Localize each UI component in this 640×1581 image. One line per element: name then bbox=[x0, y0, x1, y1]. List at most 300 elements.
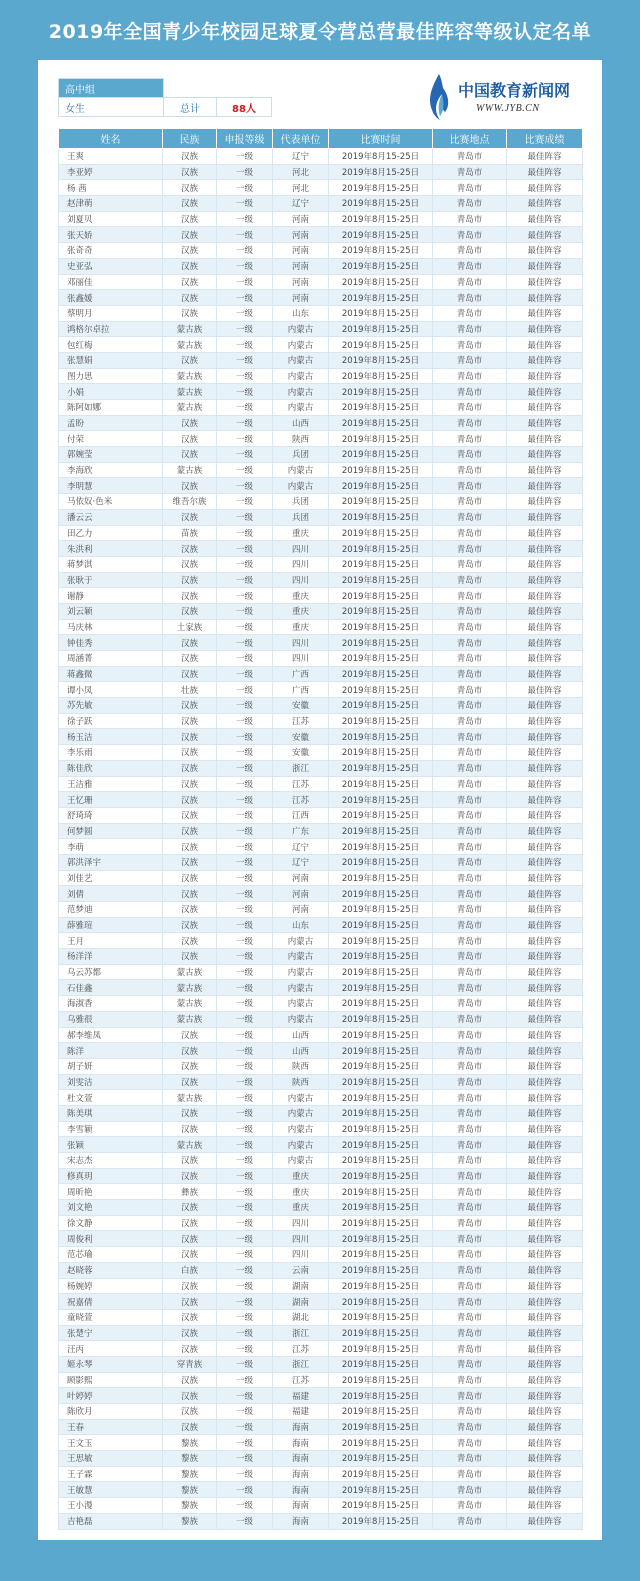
table-row bbox=[59, 164, 583, 180]
cell-name: 李亚婷 bbox=[59, 164, 163, 180]
cell-ethnicity: 蒙古族 bbox=[163, 384, 217, 400]
table-row bbox=[59, 776, 583, 792]
table-row bbox=[59, 525, 583, 541]
cell-level: 一级 bbox=[217, 839, 273, 855]
cell-place: 青岛市 bbox=[433, 1466, 507, 1482]
cell-date: 2019年8月15-25日 bbox=[329, 1184, 433, 1200]
cell-name: 付荣 bbox=[59, 431, 163, 447]
cell-ethnicity: 汉族 bbox=[163, 745, 217, 761]
cell-result: 最佳阵容 bbox=[507, 1278, 583, 1294]
cell-result: 最佳阵容 bbox=[507, 729, 583, 745]
cell-date: 2019年8月15-25日 bbox=[329, 1105, 433, 1121]
cell-ethnicity: 汉族 bbox=[163, 651, 217, 667]
cell-unit: 山东 bbox=[273, 917, 329, 933]
total-label: 总计 bbox=[164, 98, 217, 117]
cell-place: 青岛市 bbox=[433, 1121, 507, 1137]
cell-date: 2019年8月15-25日 bbox=[329, 792, 433, 808]
cell-name: 李萌 bbox=[59, 839, 163, 855]
table-row bbox=[59, 1043, 583, 1059]
table-row bbox=[59, 1513, 583, 1529]
cell-ethnicity: 彝族 bbox=[163, 1184, 217, 1200]
cell-ethnicity: 汉族 bbox=[163, 1153, 217, 1169]
cell-ethnicity: 汉族 bbox=[163, 698, 217, 714]
cell-unit: 重庆 bbox=[273, 588, 329, 604]
cell-result: 最佳阵容 bbox=[507, 243, 583, 259]
cell-unit: 重庆 bbox=[273, 1168, 329, 1184]
cell-name: 杜文萱 bbox=[59, 1090, 163, 1106]
cell-level: 一级 bbox=[217, 462, 273, 478]
cell-level: 一级 bbox=[217, 1294, 273, 1310]
cell-name: 谭小凤 bbox=[59, 682, 163, 698]
table-row bbox=[59, 1184, 583, 1200]
cell-ethnicity: 汉族 bbox=[163, 1388, 217, 1404]
cell-unit: 江西 bbox=[273, 807, 329, 823]
cell-name: 张耿于 bbox=[59, 572, 163, 588]
cell-unit: 海南 bbox=[273, 1451, 329, 1467]
table-row bbox=[59, 368, 583, 384]
cell-ethnicity: 蒙古族 bbox=[163, 964, 217, 980]
cell-date: 2019年8月15-25日 bbox=[329, 713, 433, 729]
cell-level: 一级 bbox=[217, 1011, 273, 1027]
cell-level: 一级 bbox=[217, 651, 273, 667]
cell-level: 一级 bbox=[217, 1153, 273, 1169]
cell-place: 青岛市 bbox=[433, 1435, 507, 1451]
cell-result: 最佳阵容 bbox=[507, 462, 583, 478]
table-row bbox=[59, 1341, 583, 1357]
cell-result: 最佳阵容 bbox=[507, 1372, 583, 1388]
cell-unit: 兵团 bbox=[273, 447, 329, 463]
cell-ethnicity: 汉族 bbox=[163, 305, 217, 321]
cell-date: 2019年8月15-25日 bbox=[329, 698, 433, 714]
cell-ethnicity: 汉族 bbox=[163, 870, 217, 886]
cell-result: 最佳阵容 bbox=[507, 1247, 583, 1263]
cell-date: 2019年8月15-25日 bbox=[329, 854, 433, 870]
cell-level: 一级 bbox=[217, 1419, 273, 1435]
cell-unit: 湖南 bbox=[273, 1278, 329, 1294]
cell-result: 最佳阵容 bbox=[507, 1011, 583, 1027]
cell-unit: 河北 bbox=[273, 180, 329, 196]
table-row bbox=[59, 1215, 583, 1231]
cell-date: 2019年8月15-25日 bbox=[329, 1325, 433, 1341]
cell-date: 2019年8月15-25日 bbox=[329, 1278, 433, 1294]
table-row bbox=[59, 964, 583, 980]
cell-date: 2019年8月15-25日 bbox=[329, 1137, 433, 1153]
cell-result: 最佳阵容 bbox=[507, 698, 583, 714]
cell-place: 青岛市 bbox=[433, 1027, 507, 1043]
cell-result: 最佳阵容 bbox=[507, 415, 583, 431]
cell-date: 2019年8月15-25日 bbox=[329, 1058, 433, 1074]
cell-name: 包红梅 bbox=[59, 337, 163, 353]
cell-name: 王文玉 bbox=[59, 1435, 163, 1451]
table-row bbox=[59, 227, 583, 243]
cell-place: 青岛市 bbox=[433, 760, 507, 776]
cell-result: 最佳阵容 bbox=[507, 1105, 583, 1121]
cell-place: 青岛市 bbox=[433, 1105, 507, 1121]
cell-date: 2019年8月15-25日 bbox=[329, 1388, 433, 1404]
gender-label: 女生 bbox=[59, 98, 164, 117]
cell-name: 苏先敏 bbox=[59, 698, 163, 714]
cell-date: 2019年8月15-25日 bbox=[329, 415, 433, 431]
cell-ethnicity: 汉族 bbox=[163, 1200, 217, 1216]
cell-date: 2019年8月15-25日 bbox=[329, 870, 433, 886]
cell-level: 一级 bbox=[217, 980, 273, 996]
cell-level: 一级 bbox=[217, 321, 273, 337]
cell-level: 一级 bbox=[217, 525, 273, 541]
cell-unit: 内蒙古 bbox=[273, 337, 329, 353]
cell-name: 李海欣 bbox=[59, 462, 163, 478]
cell-place: 青岛市 bbox=[433, 541, 507, 557]
cell-ethnicity: 汉族 bbox=[163, 1404, 217, 1420]
cell-result: 最佳阵容 bbox=[507, 1341, 583, 1357]
cell-level: 一级 bbox=[217, 1090, 273, 1106]
cell-level: 一级 bbox=[217, 368, 273, 384]
cell-result: 最佳阵容 bbox=[507, 384, 583, 400]
cell-ethnicity: 汉族 bbox=[163, 776, 217, 792]
cell-unit: 浙江 bbox=[273, 760, 329, 776]
cell-place: 青岛市 bbox=[433, 1011, 507, 1027]
cell-level: 一级 bbox=[217, 1200, 273, 1216]
cell-level: 一级 bbox=[217, 1309, 273, 1325]
table-row bbox=[59, 149, 583, 165]
cell-unit: 安徽 bbox=[273, 745, 329, 761]
cell-name: 吉艳磊 bbox=[59, 1513, 163, 1529]
cell-result: 最佳阵容 bbox=[507, 1419, 583, 1435]
cell-result: 最佳阵容 bbox=[507, 651, 583, 667]
table-row bbox=[59, 384, 583, 400]
cell-name: 何梦圆 bbox=[59, 823, 163, 839]
cell-level: 一级 bbox=[217, 243, 273, 259]
cell-name: 陈洋 bbox=[59, 1043, 163, 1059]
cell-level: 一级 bbox=[217, 776, 273, 792]
cell-result: 最佳阵容 bbox=[507, 886, 583, 902]
cell-level: 一级 bbox=[217, 949, 273, 965]
cell-name: 刘云颖 bbox=[59, 603, 163, 619]
cell-unit: 陕西 bbox=[273, 1058, 329, 1074]
cell-result: 最佳阵容 bbox=[507, 258, 583, 274]
cell-place: 青岛市 bbox=[433, 870, 507, 886]
cell-unit: 江苏 bbox=[273, 1372, 329, 1388]
col-level-header: 申报等级 bbox=[217, 129, 273, 149]
cell-date: 2019年8月15-25日 bbox=[329, 1074, 433, 1090]
cell-ethnicity: 汉族 bbox=[163, 1309, 217, 1325]
cell-result: 最佳阵容 bbox=[507, 1153, 583, 1169]
cell-unit: 兵团 bbox=[273, 509, 329, 525]
table-row bbox=[59, 415, 583, 431]
table-row bbox=[59, 243, 583, 259]
cell-ethnicity: 汉族 bbox=[163, 933, 217, 949]
cell-level: 一级 bbox=[217, 823, 273, 839]
cell-level: 一级 bbox=[217, 211, 273, 227]
cell-ethnicity: 汉族 bbox=[163, 227, 217, 243]
table-row bbox=[59, 431, 583, 447]
total-count: 88人 bbox=[217, 98, 272, 117]
cell-result: 最佳阵容 bbox=[507, 227, 583, 243]
table-row bbox=[59, 462, 583, 478]
table-row bbox=[59, 603, 583, 619]
col-unit-header: 代表单位 bbox=[273, 129, 329, 149]
cell-place: 青岛市 bbox=[433, 258, 507, 274]
cell-place: 青岛市 bbox=[433, 1278, 507, 1294]
cell-ethnicity: 汉族 bbox=[163, 823, 217, 839]
cell-level: 一级 bbox=[217, 1388, 273, 1404]
cell-unit: 内蒙古 bbox=[273, 1011, 329, 1027]
cell-level: 一级 bbox=[217, 494, 273, 510]
cell-level: 一级 bbox=[217, 635, 273, 651]
cell-result: 最佳阵容 bbox=[507, 933, 583, 949]
cell-name: 王忆珊 bbox=[59, 792, 163, 808]
cell-place: 青岛市 bbox=[433, 227, 507, 243]
cell-date: 2019年8月15-25日 bbox=[329, 321, 433, 337]
cell-ethnicity: 汉族 bbox=[163, 509, 217, 525]
table-row bbox=[59, 886, 583, 902]
cell-place: 青岛市 bbox=[433, 839, 507, 855]
cell-place: 青岛市 bbox=[433, 1309, 507, 1325]
table-row bbox=[59, 870, 583, 886]
cell-date: 2019年8月15-25日 bbox=[329, 1498, 433, 1514]
cell-unit: 内蒙古 bbox=[273, 462, 329, 478]
cell-place: 青岛市 bbox=[433, 431, 507, 447]
cell-date: 2019年8月15-25日 bbox=[329, 1309, 433, 1325]
cell-level: 一级 bbox=[217, 1247, 273, 1263]
cell-unit: 内蒙古 bbox=[273, 478, 329, 494]
cell-date: 2019年8月15-25日 bbox=[329, 494, 433, 510]
cell-ethnicity: 汉族 bbox=[163, 1105, 217, 1121]
cell-ethnicity: 汉族 bbox=[163, 243, 217, 259]
table-row bbox=[59, 1027, 583, 1043]
cell-level: 一级 bbox=[217, 917, 273, 933]
cell-unit: 海南 bbox=[273, 1513, 329, 1529]
cell-date: 2019年8月15-25日 bbox=[329, 1294, 433, 1310]
col-date-header: 比赛时间 bbox=[329, 129, 433, 149]
cell-name: 宋志杰 bbox=[59, 1153, 163, 1169]
cell-place: 青岛市 bbox=[433, 274, 507, 290]
cell-result: 最佳阵容 bbox=[507, 368, 583, 384]
cell-level: 一级 bbox=[217, 352, 273, 368]
cell-place: 青岛市 bbox=[433, 462, 507, 478]
cell-level: 一级 bbox=[217, 760, 273, 776]
cell-place: 青岛市 bbox=[433, 1058, 507, 1074]
cell-place: 青岛市 bbox=[433, 1482, 507, 1498]
cell-date: 2019年8月15-25日 bbox=[329, 196, 433, 212]
cell-unit: 河南 bbox=[273, 227, 329, 243]
table-row bbox=[59, 1247, 583, 1263]
cell-level: 一级 bbox=[217, 1435, 273, 1451]
table-row bbox=[59, 807, 583, 823]
cell-unit: 山西 bbox=[273, 415, 329, 431]
cell-name: 祝嘉倩 bbox=[59, 1294, 163, 1310]
cell-date: 2019年8月15-25日 bbox=[329, 1231, 433, 1247]
cell-ethnicity: 汉族 bbox=[163, 1121, 217, 1137]
cell-date: 2019年8月15-25日 bbox=[329, 917, 433, 933]
cell-level: 一级 bbox=[217, 698, 273, 714]
table-row bbox=[59, 1451, 583, 1467]
cell-result: 最佳阵容 bbox=[507, 588, 583, 604]
cell-level: 一级 bbox=[217, 1482, 273, 1498]
cell-result: 最佳阵容 bbox=[507, 1137, 583, 1153]
cell-unit: 内蒙古 bbox=[273, 352, 329, 368]
cell-date: 2019年8月15-25日 bbox=[329, 572, 433, 588]
cell-name: 郭洪泽宇 bbox=[59, 854, 163, 870]
cell-place: 青岛市 bbox=[433, 917, 507, 933]
cell-date: 2019年8月15-25日 bbox=[329, 227, 433, 243]
cell-unit: 重庆 bbox=[273, 1200, 329, 1216]
cell-unit: 山东 bbox=[273, 305, 329, 321]
table-row bbox=[59, 760, 583, 776]
cell-date: 2019年8月15-25日 bbox=[329, 1404, 433, 1420]
cell-place: 青岛市 bbox=[433, 1043, 507, 1059]
cell-name: 周俊利 bbox=[59, 1231, 163, 1247]
cell-place: 青岛市 bbox=[433, 368, 507, 384]
cell-level: 一级 bbox=[217, 258, 273, 274]
cell-name: 范梦迪 bbox=[59, 902, 163, 918]
cell-place: 青岛市 bbox=[433, 807, 507, 823]
cell-unit: 内蒙古 bbox=[273, 980, 329, 996]
table-row bbox=[59, 1090, 583, 1106]
cell-result: 最佳阵容 bbox=[507, 1498, 583, 1514]
cell-date: 2019年8月15-25日 bbox=[329, 682, 433, 698]
table-row bbox=[59, 666, 583, 682]
cell-unit: 海南 bbox=[273, 1435, 329, 1451]
table-row bbox=[59, 1294, 583, 1310]
cell-unit: 湖北 bbox=[273, 1309, 329, 1325]
cell-unit: 河南 bbox=[273, 274, 329, 290]
cell-unit: 河南 bbox=[273, 902, 329, 918]
cell-place: 青岛市 bbox=[433, 964, 507, 980]
cell-name: 周昕艳 bbox=[59, 1184, 163, 1200]
cell-result: 最佳阵容 bbox=[507, 180, 583, 196]
cell-level: 一级 bbox=[217, 870, 273, 886]
cell-name: 姬永琴 bbox=[59, 1356, 163, 1372]
cell-level: 一级 bbox=[217, 1074, 273, 1090]
cell-result: 最佳阵容 bbox=[507, 949, 583, 965]
cell-name: 海淑香 bbox=[59, 996, 163, 1012]
cell-date: 2019年8月15-25日 bbox=[329, 635, 433, 651]
cell-place: 青岛市 bbox=[433, 337, 507, 353]
cell-date: 2019年8月15-25日 bbox=[329, 996, 433, 1012]
cell-result: 最佳阵容 bbox=[507, 1356, 583, 1372]
cell-unit: 内蒙古 bbox=[273, 1105, 329, 1121]
cell-ethnicity: 汉族 bbox=[163, 541, 217, 557]
cell-result: 最佳阵容 bbox=[507, 447, 583, 463]
cell-date: 2019年8月15-25日 bbox=[329, 729, 433, 745]
cell-unit: 重庆 bbox=[273, 603, 329, 619]
table-row bbox=[59, 792, 583, 808]
cell-unit: 四川 bbox=[273, 556, 329, 572]
cell-date: 2019年8月15-25日 bbox=[329, 1011, 433, 1027]
cell-unit: 海南 bbox=[273, 1498, 329, 1514]
cell-place: 青岛市 bbox=[433, 635, 507, 651]
cell-result: 最佳阵容 bbox=[507, 1513, 583, 1529]
cell-result: 最佳阵容 bbox=[507, 635, 583, 651]
cell-ethnicity: 汉族 bbox=[163, 1043, 217, 1059]
cell-name: 石佳鑫 bbox=[59, 980, 163, 996]
cell-unit: 四川 bbox=[273, 635, 329, 651]
table-row bbox=[59, 902, 583, 918]
table-row bbox=[59, 337, 583, 353]
table-row bbox=[59, 400, 583, 416]
cell-name: 张天娇 bbox=[59, 227, 163, 243]
cell-level: 一级 bbox=[217, 1451, 273, 1467]
cell-date: 2019年8月15-25日 bbox=[329, 1247, 433, 1263]
cell-ethnicity: 黎族 bbox=[163, 1435, 217, 1451]
cell-result: 最佳阵容 bbox=[507, 1027, 583, 1043]
table-row bbox=[59, 1482, 583, 1498]
cell-unit: 山西 bbox=[273, 1027, 329, 1043]
cell-level: 一级 bbox=[217, 1372, 273, 1388]
cell-result: 最佳阵容 bbox=[507, 541, 583, 557]
cell-date: 2019年8月15-25日 bbox=[329, 1341, 433, 1357]
cell-place: 青岛市 bbox=[433, 1388, 507, 1404]
cell-result: 最佳阵容 bbox=[507, 478, 583, 494]
cell-name: 胡子妍 bbox=[59, 1058, 163, 1074]
table-row bbox=[59, 980, 583, 996]
cell-result: 最佳阵容 bbox=[507, 400, 583, 416]
cell-unit: 内蒙古 bbox=[273, 1090, 329, 1106]
cell-place: 青岛市 bbox=[433, 1262, 507, 1278]
cell-date: 2019年8月15-25日 bbox=[329, 823, 433, 839]
cell-level: 一级 bbox=[217, 227, 273, 243]
cell-unit: 河南 bbox=[273, 886, 329, 902]
cell-ethnicity: 蒙古族 bbox=[163, 1011, 217, 1027]
cell-ethnicity: 汉族 bbox=[163, 1341, 217, 1357]
cell-name: 杨玉洁 bbox=[59, 729, 163, 745]
page-title: 2019年全国青少年校园足球夏令营总营最佳阵容等级认定名单 bbox=[48, 20, 592, 43]
cell-unit: 四川 bbox=[273, 1231, 329, 1247]
cell-place: 青岛市 bbox=[433, 1074, 507, 1090]
cell-unit: 陕西 bbox=[273, 431, 329, 447]
cell-place: 青岛市 bbox=[433, 651, 507, 667]
table-row bbox=[59, 619, 583, 635]
cell-unit: 河北 bbox=[273, 164, 329, 180]
cell-result: 最佳阵容 bbox=[507, 196, 583, 212]
cell-ethnicity: 蒙古族 bbox=[163, 996, 217, 1012]
cell-date: 2019年8月15-25日 bbox=[329, 431, 433, 447]
cell-date: 2019年8月15-25日 bbox=[329, 525, 433, 541]
cell-place: 青岛市 bbox=[433, 572, 507, 588]
table-row bbox=[59, 1278, 583, 1294]
cell-result: 最佳阵容 bbox=[507, 1404, 583, 1420]
cell-level: 一级 bbox=[217, 745, 273, 761]
table-row bbox=[59, 1153, 583, 1169]
cell-result: 最佳阵容 bbox=[507, 917, 583, 933]
cell-level: 一级 bbox=[217, 196, 273, 212]
cell-level: 一级 bbox=[217, 415, 273, 431]
cell-result: 最佳阵容 bbox=[507, 1184, 583, 1200]
cell-name: 钟佳秀 bbox=[59, 635, 163, 651]
table-row bbox=[59, 1419, 583, 1435]
cell-level: 一级 bbox=[217, 1341, 273, 1357]
cell-ethnicity: 穿青族 bbox=[163, 1356, 217, 1372]
table-row bbox=[59, 290, 583, 306]
cell-ethnicity: 汉族 bbox=[163, 572, 217, 588]
cell-level: 一级 bbox=[217, 1215, 273, 1231]
cell-unit: 内蒙古 bbox=[273, 964, 329, 980]
cell-unit: 江苏 bbox=[273, 776, 329, 792]
cell-ethnicity: 汉族 bbox=[163, 854, 217, 870]
table-header-row bbox=[59, 129, 583, 149]
cell-level: 一级 bbox=[217, 572, 273, 588]
cell-name: 刘佳艺 bbox=[59, 870, 163, 886]
cell-place: 青岛市 bbox=[433, 400, 507, 416]
cell-name: 刘夏贝 bbox=[59, 211, 163, 227]
table-row bbox=[59, 949, 583, 965]
cell-name: 薛雅瑄 bbox=[59, 917, 163, 933]
cell-unit: 四川 bbox=[273, 1215, 329, 1231]
cell-date: 2019年8月15-25日 bbox=[329, 556, 433, 572]
cell-ethnicity: 汉族 bbox=[163, 478, 217, 494]
cell-date: 2019年8月15-25日 bbox=[329, 541, 433, 557]
cell-place: 青岛市 bbox=[433, 902, 507, 918]
